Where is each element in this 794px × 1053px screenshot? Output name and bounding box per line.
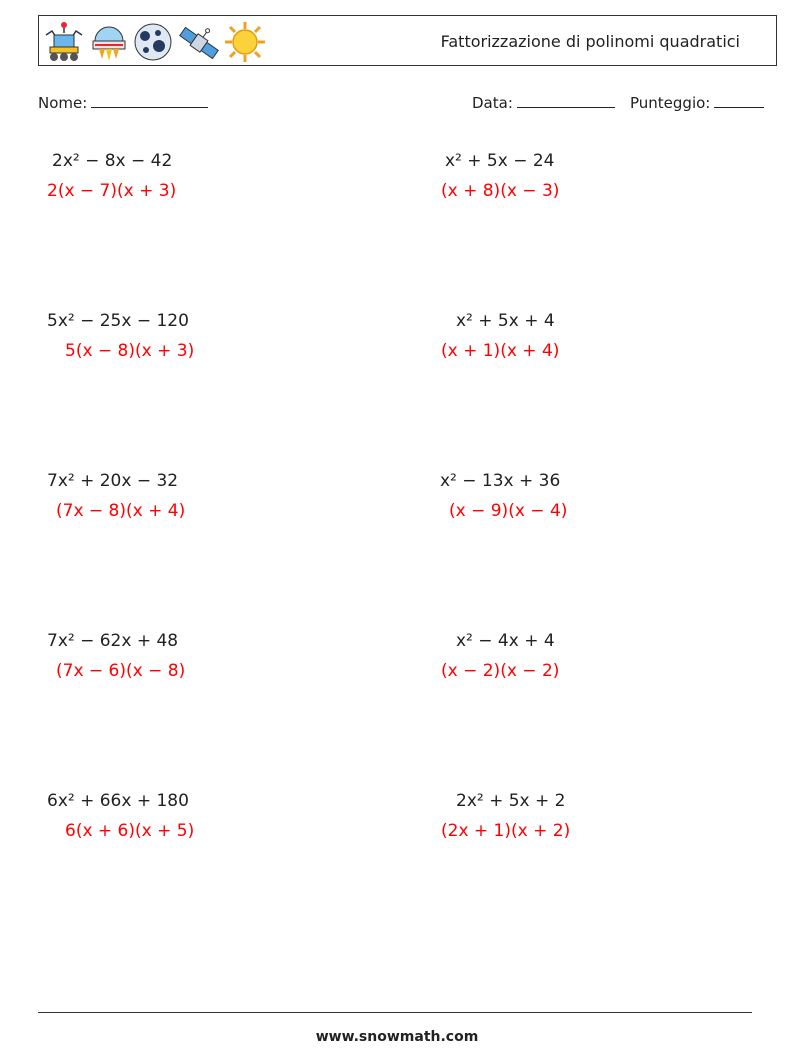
score-field[interactable] xyxy=(630,93,764,112)
problem-5-question: 7x² + 20x − 32 xyxy=(47,471,179,491)
sun-icon xyxy=(224,21,266,63)
problem-10-answer: (2x + 1)(x + 2) xyxy=(441,821,571,841)
header-icons xyxy=(42,21,266,63)
date-line[interactable] xyxy=(517,93,615,108)
problem-4-answer: (x + 1)(x + 4) xyxy=(441,341,560,361)
name-field[interactable] xyxy=(38,93,208,112)
name-line[interactable] xyxy=(91,93,208,108)
problem-2-answer: (x + 8)(x − 3) xyxy=(441,181,560,201)
header-box xyxy=(38,15,777,66)
score-line[interactable] xyxy=(714,93,764,108)
footer-divider xyxy=(38,1012,752,1013)
problem-1-answer: 2(x − 7)(x + 3) xyxy=(47,181,177,201)
problem-3-answer: 5(x − 8)(x + 3) xyxy=(65,341,195,361)
date-label: Data: xyxy=(472,94,513,112)
name-label: Nome: xyxy=(38,94,88,112)
problem-2-question: x² + 5x − 24 xyxy=(445,151,555,171)
date-field[interactable] xyxy=(472,93,615,112)
score-label: Punteggio: xyxy=(630,94,711,112)
page-title: Fattorizzazione di polinomi quadratici xyxy=(440,32,740,51)
student-fields xyxy=(38,93,770,117)
problem-7-answer: (7x − 6)(x − 8) xyxy=(56,661,186,681)
problem-7-question: 7x² − 62x + 48 xyxy=(47,631,179,651)
problem-6-answer: (x − 9)(x − 4) xyxy=(449,501,568,521)
problem-10-question: 2x² + 5x + 2 xyxy=(456,791,566,811)
problem-4-question: x² + 5x + 4 xyxy=(456,311,555,331)
problem-9-answer: 6(x + 6)(x + 5) xyxy=(65,821,195,841)
problem-9-question: 6x² + 66x + 180 xyxy=(47,791,189,811)
satellite-icon xyxy=(177,21,221,63)
problem-3-question: 5x² − 25x − 120 xyxy=(47,311,189,331)
problem-8-question: x² − 4x + 4 xyxy=(456,631,555,651)
problem-6-question: x² − 13x + 36 xyxy=(440,471,561,491)
spaceship-icon xyxy=(89,21,129,63)
problem-8-answer: (x − 2)(x − 2) xyxy=(441,661,560,681)
moon-icon xyxy=(132,21,174,63)
robot-rover-icon xyxy=(42,21,86,63)
footer-website[interactable]: www.snowmath.com xyxy=(315,1029,479,1045)
problem-1-question: 2x² − 8x − 42 xyxy=(52,151,173,171)
problem-5-answer: (7x − 8)(x + 4) xyxy=(56,501,186,521)
